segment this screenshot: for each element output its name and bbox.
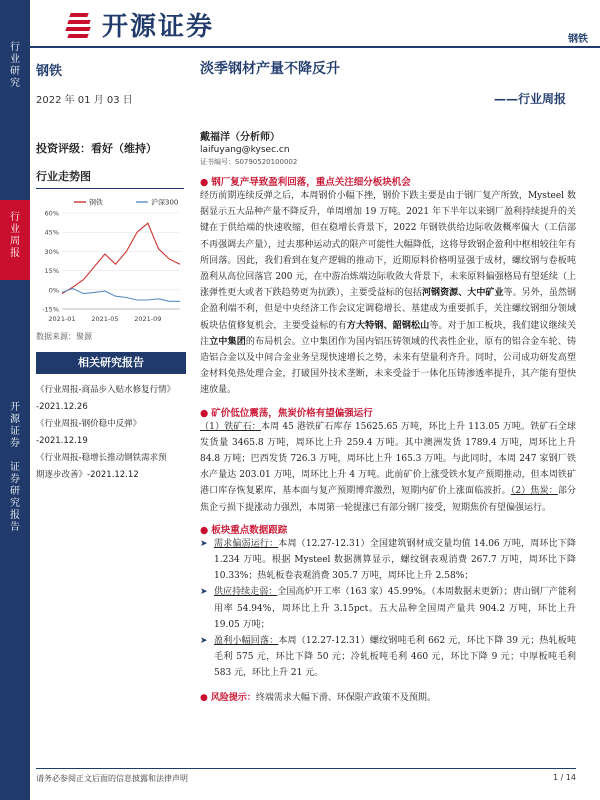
- page-number: 1 / 14: [552, 773, 576, 782]
- logo-mark-icon: [66, 11, 94, 39]
- legend-label: 沪深300: [151, 198, 179, 207]
- analyst-block: [200, 132, 576, 168]
- stripe-char: 告: [10, 522, 20, 533]
- arrow-bullet-icon: ➤: [200, 587, 208, 598]
- y-tick-label: 0%: [48, 286, 59, 295]
- logo-text: 开源证券: [102, 12, 215, 42]
- stripe-char: 证: [10, 426, 20, 437]
- company-logo: [66, 6, 214, 43]
- chart-source: 数据来源：聚源: [36, 332, 92, 341]
- section1-bold: 河钢资源、大中矿业: [422, 288, 504, 299]
- section1-text: 等。对于加工板块，我们建议继续关注: [200, 320, 576, 347]
- x-tick-label: 2021-05: [91, 315, 119, 323]
- bullet-label: 供应持续走弱：: [214, 587, 278, 598]
- series-line-csi300: [62, 289, 180, 302]
- stripe-char: 业: [10, 224, 20, 235]
- section2-label: （1）铁矿石：: [200, 421, 261, 432]
- analyst-email[interactable]: laifuyang@kysec.cn: [200, 145, 290, 155]
- stripe-char: 券: [10, 474, 20, 485]
- bullet-text: 本周（12.27-12.31）全国建筑钢材成交量均值 14.06 万吨，周环比下降 1.234 万吨。根据 Mysteel 数据测算显示，螺纹钢表观消费 267.7 万吨，周环比下降 10.33%；热轧板卷表观消费 305.7 万吨，周环比上升 2.58%；: [214, 538, 576, 582]
- x-tick-label: 2021-09: [134, 315, 162, 323]
- arrow-bullet-icon: ➤: [200, 636, 208, 647]
- bullet-text: 本周（12.27-12.31）螺纹钢吨毛利 662 元，环比下降 39 元；热轧板吨毛利 575 元，环比下降 50 元；冷轧板吨毛利 460 元，环比下降 9 元；中厚板吨毛利 583 元，环比上升 21 元。: [214, 636, 576, 679]
- bullet-text: 全国高炉开工率（163 家）45.99%。（本周数据未更新）；唐山钢厂产能利用率 54.94%，周环比上升 3.15pct。五大品种全国周产量共 904.2 万吨，环比上升 19.05 万吨；: [214, 587, 576, 630]
- section2-paragraph: [200, 419, 576, 516]
- section1-text: 的布局机会。立中集团作为国内铝压铸领域的代表性企业，原有的铝合金车轮、铸造铝合金以及中间合金业务呈现快速增长之势，未来有望量利齐升。同时，公司成功研发高塑金材料免热处理合金，打破国外技术垄断，未来受益于一体化压铸渗透率提升，其产能有望快速放量。: [200, 336, 576, 396]
- stripe-char: 证: [10, 462, 20, 473]
- page-header: [30, 0, 600, 48]
- bullet-label: 需求偏弱运行：: [214, 538, 279, 549]
- stripe-char: 报: [10, 248, 20, 259]
- y-tick-label: -15%: [42, 305, 59, 314]
- y-tick-label: 15%: [44, 267, 59, 276]
- related-item: 期逐步改善》-2021.12.12: [36, 470, 139, 480]
- section-heading: ● 矿价低位震荡，焦炭价格有望偏强运行: [200, 405, 576, 419]
- stripe-char: 研: [10, 66, 20, 77]
- page-footer: [36, 768, 576, 784]
- report-type: ——行业周报: [493, 92, 566, 106]
- analyst-name: 戴福洋（分析师）: [200, 132, 280, 143]
- bullet-item: [200, 536, 576, 585]
- stripe-char: 券: [10, 438, 20, 449]
- y-tick-label: 45%: [44, 228, 59, 237]
- section1-paragraph: [200, 188, 576, 399]
- stripe-char: [0, 450, 30, 462]
- related-reports-header: 相关研究报告: [36, 352, 186, 374]
- bullet-item: [200, 584, 576, 633]
- stripe-char: 究: [10, 498, 20, 509]
- risk-label: ● 风险提示：: [200, 693, 256, 703]
- legend-label: 钢铁: [89, 198, 103, 207]
- industry-name: 钢铁: [36, 64, 63, 79]
- section1-bold: 立中集团: [209, 336, 246, 347]
- related-item[interactable]: 《行业周报-稳增长推动钢铁需求预: [36, 453, 167, 463]
- stripe-label-top: [0, 42, 30, 90]
- left-stripe: [0, 0, 30, 800]
- analyst-cert: 证书编号：S0790520100002: [200, 158, 298, 166]
- bullet-item: [200, 633, 576, 682]
- report-date: 2022 年 01 月 03 日: [36, 95, 133, 106]
- footer-disclaimer[interactable]: 请务必参阅正文后面的信息披露和法律声明: [36, 774, 188, 783]
- risk-warning: [200, 690, 576, 706]
- bullet-label: 盈利小幅回落：: [214, 636, 279, 647]
- stripe-label-mid: [0, 212, 30, 260]
- section2-text: 本周 45 港铁矿石库存 15625.65 万吨，环比上升 113.05 万吨。铁矿石全球发货量 3465.8 万吨，周环比上升 259.4 万吨。其中澳洲发货 1789.4 万吨，周环比上升 84.8 万吨；巴西发货 726.3 万吨，周环比上升 165.3 万吨。与此同时，本周 247 家钢厂铁水产量达 203.01 万吨，周环比上升 4 万吨。此前矿价上涨受铁水复产预期推动，但本周铁矿港口库存恢复累库，基本面与复产预期博弈激烈，短期内矿价上涨面临波折。: [200, 421, 576, 497]
- x-tick-label: 2021-01: [48, 315, 76, 323]
- sector-tag: 钢铁: [568, 34, 588, 45]
- y-tick-label: 30%: [44, 247, 59, 256]
- stripe-char: 研: [10, 486, 20, 497]
- related-item[interactable]: 《行业周报-商品步入贴水修复行情》: [36, 385, 176, 395]
- sidebar: [36, 56, 184, 484]
- stripe-char: 周: [10, 236, 20, 247]
- stripe-char: 业: [10, 54, 20, 65]
- trend-chart-svg: [36, 195, 184, 325]
- series-line-steel: [62, 223, 180, 293]
- trend-chart-title: 行业走势图: [36, 168, 184, 189]
- section1-bold: 方大特钢、韶钢松山: [346, 320, 430, 331]
- section1-text: 经历前期连续反弹之后，本周钢价小幅下挫，钢价下跌主要是由于钢厂复产所致，Mysteel 数据显示五大品种产量不降反升，单周增加 19 万吨。2021 年下半年以来钢厂盈利持续提升的关键在于供给端的快速收缩，但在稳增长背景下，2022 年钢铁供给边际收敛概率偏大（工信部不再强调去产量），过去那种运动式的限产可能性大幅降低，这将导致钢企盈利中枢相较往年有所回落。因此，我们看到在复产逻辑的推动下，近期原料价格明显强于成材，螺纹钢与卷板吨盈利从高位回落官 200 元，在中游冶炼端边际收敛大背景下，未来原料偏强格局有望延续（上涨弹性更大或者下跌趋势更为抗跌），主要受益标的包括: [200, 191, 576, 299]
- arrow-bullet-icon: ➤: [200, 538, 208, 549]
- report-title: 淡季钢材产量不降反升: [200, 61, 340, 77]
- section2-text: 部分焦企亏损下提涨动力强烈，本周第一轮提涨已有部分钢厂接受，短期焦价有望偏强运行。: [200, 486, 576, 513]
- section1-text: 等。另外，虽然钢企盈利端不利，但是中央经济工作会议定调稳增长、基建成为重要抓手，关注螺纹钢细分领域板块估值修复机会，主要受益标的有: [200, 288, 576, 331]
- stripe-char: 究: [10, 78, 20, 89]
- trend-chart: [36, 195, 184, 325]
- related-item: -2021.12.19: [36, 436, 88, 446]
- investment-rating: 投资评级：看好（维持）: [36, 142, 157, 155]
- section-heading: ● 板块重点数据跟踪: [200, 522, 576, 536]
- section-heading: ● 钢厂复产导致盈利回落，重点关注细分板块机会: [200, 174, 576, 188]
- stripe-char: 行: [10, 42, 20, 53]
- stripe-char: 行: [10, 212, 20, 223]
- stripe-label-bottom: [0, 402, 30, 534]
- related-item[interactable]: 《行业周报-钢价稳中反弹》: [36, 419, 142, 429]
- section2-label: （2）焦炭：: [510, 486, 558, 497]
- risk-text: 终端需求大幅下滑、环保限产政策不及预期。: [255, 692, 436, 703]
- related-item: -2021.12.26: [36, 402, 88, 412]
- main-content: [200, 56, 576, 706]
- bullet-list: [200, 536, 576, 682]
- stripe-char: 源: [10, 414, 20, 425]
- stripe-char: 开: [10, 402, 20, 413]
- y-tick-label: 60%: [44, 209, 59, 218]
- related-reports-list: [36, 382, 184, 484]
- stripe-char: 报: [10, 510, 20, 521]
